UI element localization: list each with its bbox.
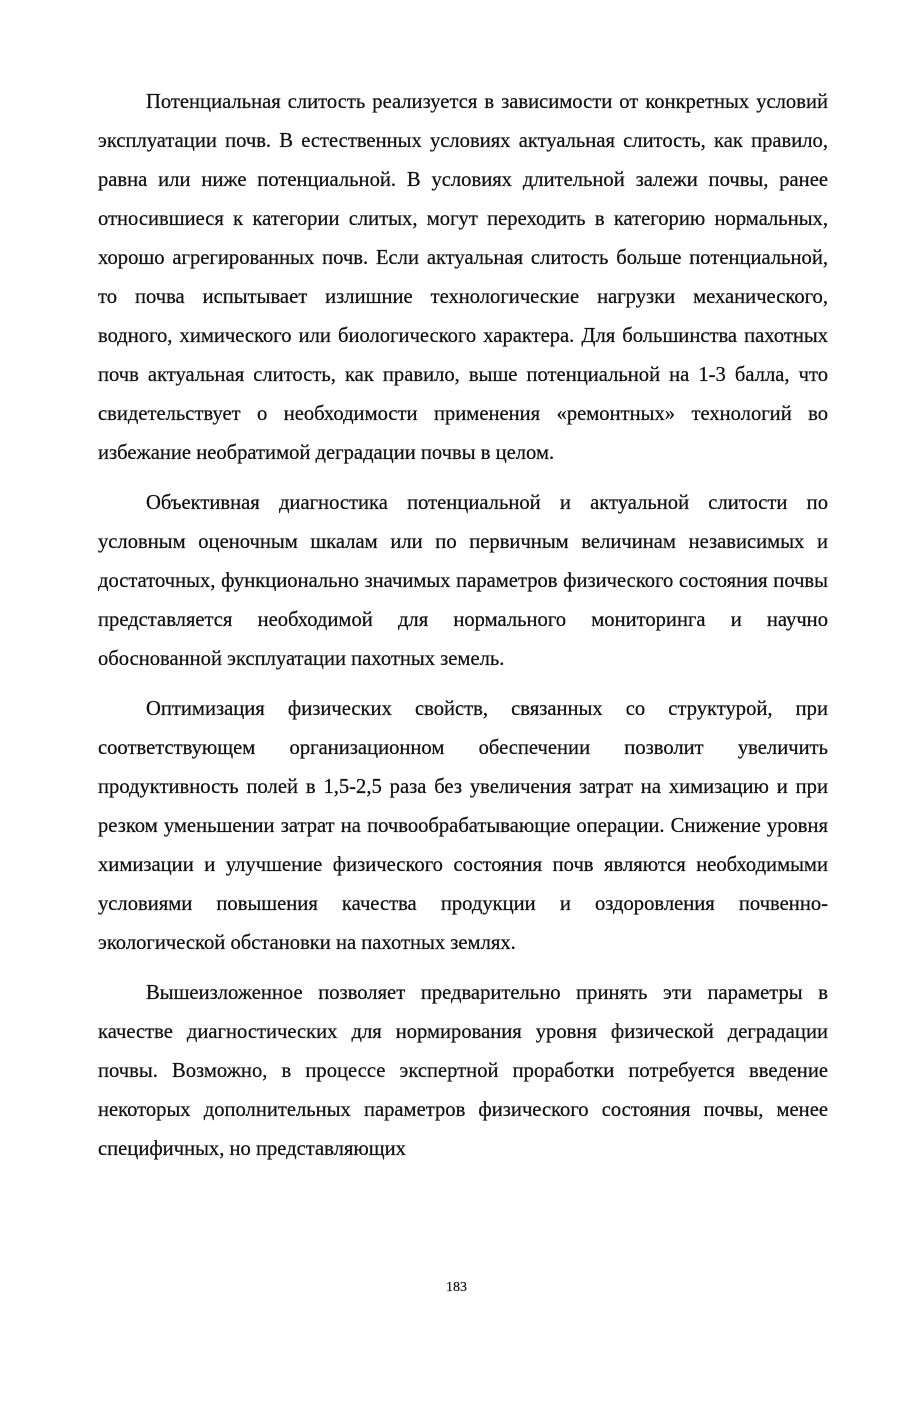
paragraph-conclusion: Вышеизложенное позволяет предварительно принять эти параметры в качестве диагностических для нормирования уровня физической деградации почвы. Возможно, в процессе экспертной проработки потребуется введение некоторых дополнительных параметров физического состояния почвы, менее специфичных, но представляющих <box>98 982 828 1160</box>
paragraph-diagnostics: Объективная диагностика потенциальной и актуальной слитости по условным оценочным шкалам или по первичным величинам независимых и достаточных, функционально значимых параметров физического состояния почвы представляется необходимой для нормального мониторинга и научно обоснованной эксплуатации пахотных земель. <box>98 492 828 670</box>
paragraph-soil-compaction-conditions: Потенциальная слитость реализуется в зависимости от конкретных условий эксплуатации почв. В естественных условиях актуальная слитость, как правило, равна или ниже потенциальной. В условиях длительной залежи почвы, ранее относившиеся к категории слитых, могут переходить в категорию нормальных, хорошо агрегированных почв. Если актуальная слитость больше потенциальной, то почва испытывает излишние технологические нагрузки механического, водного, химического или биологического характера. Для большинства пахотных почв актуальная слитость, как правило, выше потенциальной на 1-3 балла, что свидетельствует о необходимости применения «ремонтных» технологий во избежание необратимой деградации почвы в целом. <box>98 91 828 464</box>
body-text <box>98 83 828 1180</box>
page-number: 183 <box>446 1280 467 1295</box>
paragraph-optimization: Оптимизация физических свойств, связанных со структурой, при соответствующем организационном обеспечении позволит увеличить продуктивность полей в 1,5-2,5 раза без увеличения затрат на химизацию и при резком уменьшении затрат на почвообрабатывающие операции. Снижение уровня химизации и улучшение физического состояния почв являются необходимыми условиями повышения качества продукции и оздоровления почвенно-экологической обстановки на пахотных землях. <box>98 698 828 954</box>
